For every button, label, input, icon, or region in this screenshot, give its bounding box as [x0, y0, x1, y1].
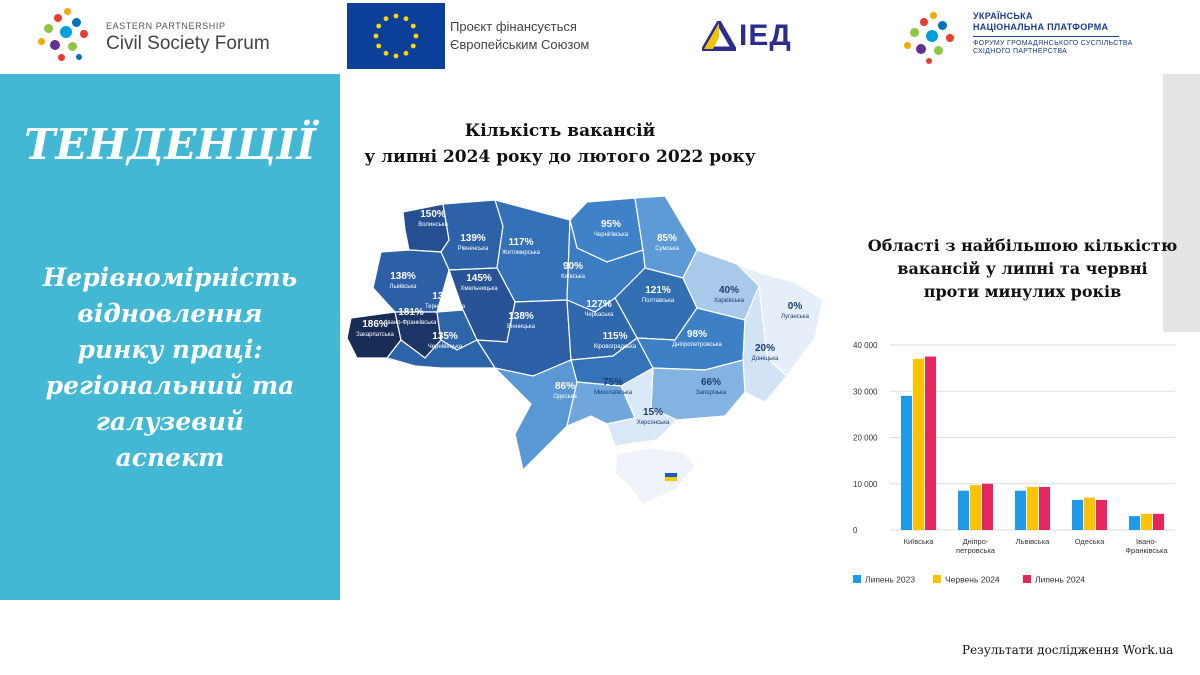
bar	[925, 357, 936, 530]
region-name: Тернопільська	[424, 304, 466, 310]
ukraine-flag-icon-top	[665, 473, 677, 477]
eu-funding-text	[450, 18, 589, 54]
region-value: 15%	[642, 407, 663, 418]
legend-label: Липень 2024	[1035, 574, 1086, 585]
x-tick-label: Івано-	[1136, 537, 1157, 546]
x-tick-label: Франківська	[1125, 546, 1168, 555]
bar	[1039, 487, 1050, 530]
region-name: Хмельницька	[460, 286, 498, 292]
legend-swatch	[1023, 575, 1031, 583]
region-value: 115%	[602, 331, 628, 342]
map-title	[355, 118, 765, 170]
subtitle-line: галузевий	[95, 407, 245, 436]
region-name: Дніпропетровська	[672, 342, 722, 348]
x-tick-label: Київська	[903, 537, 934, 546]
bar	[1027, 487, 1038, 530]
left-panel	[0, 74, 340, 600]
region-value: 85%	[656, 233, 677, 244]
region-value: 20%	[754, 343, 775, 354]
region-value: 90%	[562, 261, 583, 272]
map-title-line-2: у липні 2024 року до лютого 2022 року	[364, 147, 756, 167]
region-label-ivano-frankivska	[381, 308, 441, 326]
bar	[982, 484, 993, 530]
region-odeska	[495, 360, 577, 470]
region-value: 145%	[466, 273, 492, 284]
ied-wordmark: ІЕД	[739, 19, 792, 52]
subtitle-line: ринку праці:	[77, 335, 263, 364]
region-value: 117%	[508, 237, 534, 248]
region-value: 75%	[602, 377, 623, 388]
region-name: Луганська	[781, 314, 809, 320]
unp-text-block	[973, 12, 1133, 56]
region-name: Чернігівська	[593, 232, 629, 238]
y-tick-label: 0	[853, 526, 858, 535]
region-label-kirovohradska	[585, 332, 645, 350]
bar	[1153, 514, 1164, 530]
logo-bar	[0, 0, 1200, 74]
region-value: 127%	[586, 299, 612, 310]
ied-logo	[702, 18, 792, 54]
region-value: 86%	[554, 381, 575, 392]
region-name: Волинська	[418, 222, 448, 228]
eap-big-text: Civil Society Forum	[106, 32, 270, 54]
region-name: Житомирська	[502, 250, 540, 256]
region-label-chernivetska	[415, 332, 475, 350]
region-name: Черкаська	[584, 312, 614, 318]
region-label-sumska	[637, 234, 697, 252]
region-label-mykolaivska	[583, 378, 643, 396]
region-name: Івано-Франківська	[385, 320, 437, 326]
unp-line-3: ФОРУМУ ГРОМАДЯНСЬКОГО СУСПІЛЬСТВА	[973, 40, 1133, 47]
unp-line-2: НАЦІОНАЛЬНА ПЛАТФОРМА	[973, 22, 1109, 32]
bar	[1072, 500, 1083, 530]
bar	[970, 485, 981, 530]
bar	[901, 396, 912, 530]
region-label-poltavska	[628, 286, 688, 304]
region-crimea	[615, 448, 695, 504]
bar	[1084, 498, 1095, 530]
section-subtitle	[10, 260, 330, 476]
region-value: 138%	[390, 271, 416, 282]
bar	[1129, 516, 1140, 530]
bar	[913, 359, 924, 530]
region-name: Полтавська	[641, 298, 675, 304]
ukraine-map	[345, 190, 835, 515]
region-label-ternopilska	[415, 292, 475, 310]
chart-title	[850, 234, 1195, 303]
legend-label: Червень 2024	[945, 574, 1000, 585]
x-tick-label: Одеська	[1074, 537, 1105, 546]
unp-line-1: УКРАЇНСЬКА	[973, 11, 1033, 21]
region-label-lvivska	[373, 272, 433, 290]
eap-csf-logo	[34, 0, 270, 74]
bar	[1096, 500, 1107, 530]
chart-title-line-3: проти минулих років	[923, 282, 1122, 301]
region-name: Донецька	[751, 356, 779, 362]
chart-title-line-1: Області з найбільшою кількістю	[867, 236, 1178, 255]
region-name: Сумська	[655, 246, 679, 252]
region-label-cherkaska	[569, 300, 629, 318]
unp-divider	[973, 36, 1119, 37]
y-tick-label: 10 000	[853, 479, 878, 489]
eap-small-text: EASTERN PARTNERSHIP	[106, 20, 226, 31]
region-label-dnipropetrovska	[667, 330, 727, 348]
region-value: 98%	[686, 329, 707, 340]
section-title: ТЕНДЕНЦІЇ	[24, 120, 316, 169]
bar	[1015, 491, 1026, 530]
eu-line-2: Європейським Союзом	[450, 37, 590, 52]
region-name: Херсонська	[636, 420, 670, 426]
region-label-vinnytska	[491, 312, 551, 330]
region-value: 66%	[700, 377, 721, 388]
y-tick-label: 20 000	[853, 433, 878, 443]
region-name: Кіровоградська	[593, 344, 637, 350]
unp-line-4: СХІДНОГО ПАРТНЕРСТВА	[973, 48, 1068, 55]
x-tick-label: Дніпро-	[962, 537, 989, 546]
legend-label: Липень 2023	[865, 574, 916, 585]
x-tick-label: Львівська	[1015, 537, 1050, 546]
region-value: 139%	[460, 233, 486, 244]
y-tick-label: 30 000	[853, 387, 878, 397]
region-label-volynska	[403, 210, 463, 228]
bar	[958, 491, 969, 530]
region-name: Закарпатська	[356, 332, 394, 338]
subtitle-line: аспект	[115, 443, 225, 472]
region-value: 133%	[432, 291, 458, 302]
region-label-kyivska	[543, 262, 603, 280]
bar	[1141, 514, 1152, 530]
region-label-zaporizka	[681, 378, 741, 396]
region-name: Запорізька	[695, 390, 727, 396]
region-name: Миколаївська	[593, 390, 633, 396]
region-value: 186%	[362, 319, 388, 330]
region-name: Рівненська	[457, 246, 489, 252]
region-value: 0%	[787, 301, 803, 312]
region-value: 121%	[645, 285, 671, 296]
region-label-donetska	[735, 344, 795, 362]
source-footer: Результати дослідження Work.ua	[962, 643, 1174, 657]
subtitle-line: Нерівномірність	[42, 263, 298, 292]
legend-swatch	[933, 575, 941, 583]
region-name: Львівська	[389, 284, 417, 290]
region-label-luhanska	[765, 302, 825, 320]
region-label-khersonska	[623, 408, 683, 426]
region-label-zhytomyrska	[491, 238, 551, 256]
subtitle-line: регіональний та	[45, 371, 295, 400]
region-name: Київська	[561, 274, 585, 280]
region-value: 135%	[432, 331, 458, 342]
x-tick-label: петровська	[956, 546, 995, 555]
unp-logo	[900, 0, 964, 74]
region-value: 181%	[398, 307, 424, 318]
dots-cluster-icon	[34, 6, 98, 68]
eu-line-1: Проєкт фінансується	[450, 19, 577, 34]
legend-swatch	[853, 575, 861, 583]
region-label-khmelnytska	[449, 274, 509, 292]
bar-chart	[845, 335, 1185, 595]
region-name: Вінницька	[507, 324, 535, 330]
region-label-kharkivska	[699, 286, 759, 304]
region-value: 95%	[600, 219, 621, 230]
region-name: Харківська	[714, 298, 744, 304]
region-name: Чернівецька	[427, 344, 463, 350]
y-tick-label: 40 000	[853, 341, 878, 350]
eu-flag-icon	[347, 3, 445, 69]
ied-triangle-icon	[702, 21, 736, 51]
subtitle-line: відновлення	[77, 299, 263, 328]
chart-title-line-2: вакансій у липні та червні	[897, 259, 1148, 278]
region-value: 40%	[718, 285, 739, 296]
ukraine-flag-icon-bottom	[665, 477, 677, 481]
map-title-line-1: Кількість вакансій	[464, 121, 656, 141]
region-value: 150%	[420, 209, 446, 220]
region-label-chernihivska	[581, 220, 641, 238]
dots-cluster-icon-2	[900, 6, 964, 68]
region-value: 138%	[508, 311, 534, 322]
region-name: Одеська	[553, 394, 577, 400]
